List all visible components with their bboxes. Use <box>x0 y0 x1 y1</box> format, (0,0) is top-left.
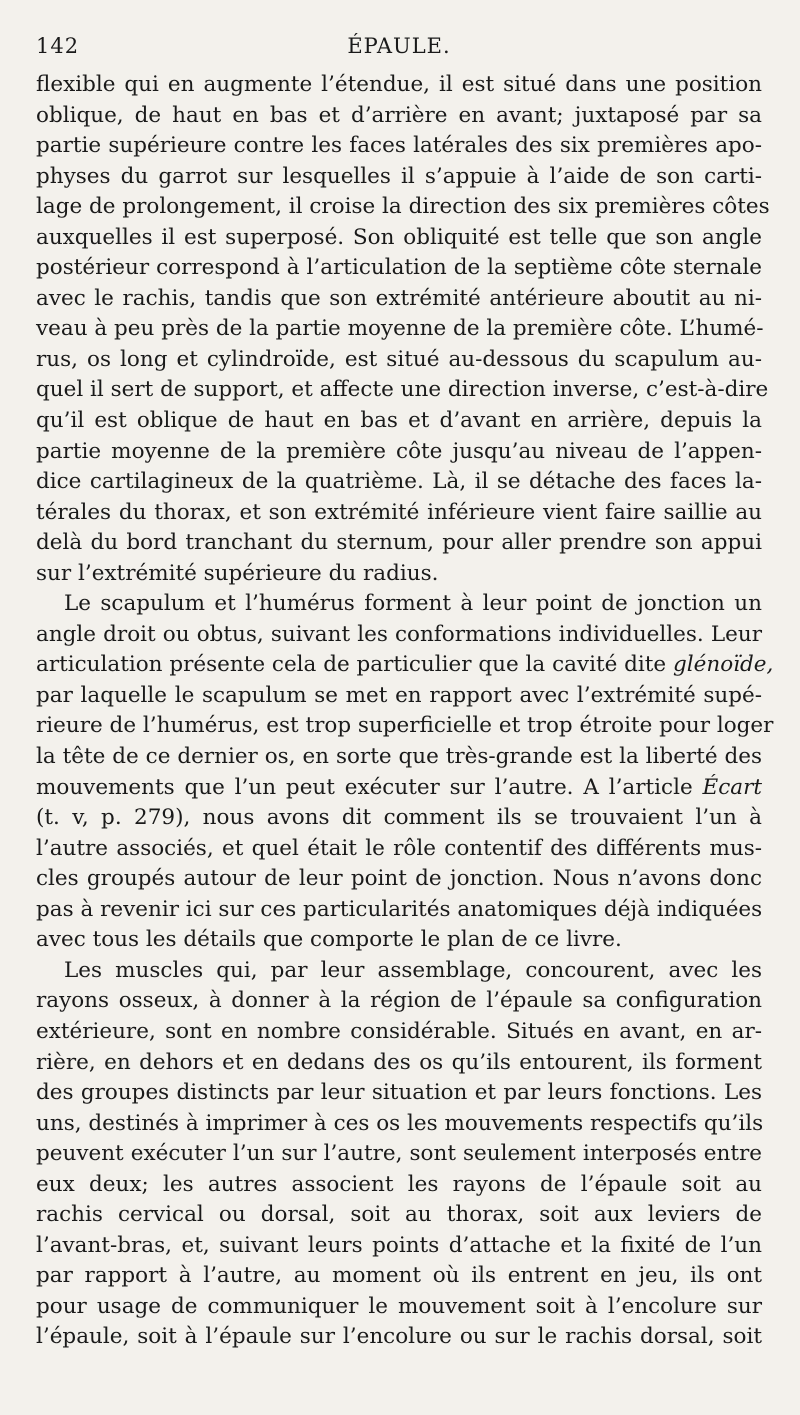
text-line: (t. v, p. 279), nous avons dit comment ils se trouvaient l’un à <box>36 805 762 831</box>
text-run: mouvements que l’un peut exécuter sur l’autre. A l’article <box>36 774 703 800</box>
text-line: dice cartilagineux de la quatrième. Là, il se détache des faces la- <box>36 469 762 495</box>
running-title: ÉPAULE. <box>347 34 451 58</box>
text-line: Les muscles qui, par leur assemblage, concourent, avec les <box>64 957 762 983</box>
text-line: l’autre associés, et quel était le rôle contentif des différents mus- <box>36 835 762 861</box>
text-line: veau à peu près de la partie moyenne de la première côte. L’humé- <box>36 316 764 342</box>
text-line: uns, destinés à imprimer à ces os les mouvements respectifs qu’ils <box>36 1110 764 1136</box>
text-line: eux deux; les autres associent les rayons de l’épaule soit au <box>36 1171 762 1197</box>
paragraph <box>36 956 762 1353</box>
text-line: sur l’extrémité supérieure du radius. <box>36 560 439 586</box>
text-line: avec le rachis, tandis que son extrémité antérieure aboutit au ni- <box>36 285 762 311</box>
body-text <box>36 70 774 1353</box>
text-line: pas à revenir ici sur ces particularités anatomiques déjà indiquées <box>36 896 763 922</box>
text-line: delà du bord tranchant du sternum, pour aller prendre son appui <box>36 530 762 556</box>
text-line: flexible qui en augmente l’étendue, il est situé dans une position <box>36 72 762 97</box>
text-line: avec tous les détails que comporte le plan de ce livre. <box>36 927 622 953</box>
text-line: peuvent exécuter l’un sur l’autre, sont seulement interposés entre <box>36 1141 762 1167</box>
text-line: lage de prolongement, il croise la direction des six premières côtes <box>36 194 770 220</box>
text-line: des groupes distincts par leur situation et par leurs fonctions. Les <box>36 1080 762 1106</box>
page-number: 142 <box>36 34 80 58</box>
text-run: articulation présente cela de particulier que la cavité dite <box>36 652 673 678</box>
paragraph <box>36 70 770 589</box>
text-line: postérieur correspond à l’articulation de la septième côte sternale <box>36 255 762 281</box>
text-line: l’avant-bras, et, suivant leurs points d’attache et la fixité de l’un <box>36 1232 762 1258</box>
text-line: qu’il est oblique de haut en bas et d’avant en arrière, depuis la <box>36 408 762 434</box>
text-line: quel il sert de support, et affecte une direction inverse, c’est-à-dire <box>36 377 769 403</box>
text-line: extérieure, sont en nombre considérable. Situés en avant, en ar- <box>36 1018 762 1044</box>
text-line: pour usage de communiquer le mouvement soit à l’encolure sur <box>36 1293 762 1319</box>
text-line: rayons osseux, à donner à la région de l’épaule sa configuration <box>36 988 762 1014</box>
text-line: angle droit ou obtus, suivant les conformations individuelles. Leur <box>36 621 762 647</box>
text-line: partie supérieure contre les faces latérales des six premières apo- <box>36 133 762 159</box>
text-line: physes du garrot sur lesquelles il s’appuie à l’aide de son carti- <box>36 163 762 189</box>
text-line: oblique, de haut en bas et d’arrière en avant; juxtaposé par sa <box>36 102 762 128</box>
text-line: cles groupés autour de leur point de jonction. Nous n’avons donc <box>36 866 762 892</box>
text-line: par laquelle le scapulum se met en rapport avec l’extrémité supé- <box>36 682 762 708</box>
text-line: rière, en dehors et en dedans des os qu’ils entourent, ils forment <box>36 1049 762 1075</box>
text-line: partie moyenne de la première côte jusqu’au niveau de l’appen- <box>36 438 762 464</box>
text-line: Le scapulum et l’humérus forment à leur point de jonction un <box>64 591 762 617</box>
running-head <box>36 28 762 70</box>
text-line: rus, os long et cylindroïde, est situé au-dessous du scapulum au- <box>36 346 762 372</box>
text-line <box>36 650 774 681</box>
text-line: rieure de l’humérus, est trop superficielle et trop étroite pour loger <box>36 713 774 739</box>
text-line: rachis cervical ou dorsal, soit au thorax, soit aux leviers de <box>36 1202 762 1228</box>
text-line: térales du thorax, et son extrémité inférieure vient faire saillie au <box>36 499 762 525</box>
italic-term: glénoïde, <box>672 652 774 678</box>
text-line: auxquelles il est superposé. Son obliquité est telle que son angle <box>36 224 762 250</box>
text-line <box>36 773 762 804</box>
text-line: par rapport à l’autre, au moment où ils entrent en jeu, ils ont <box>36 1263 762 1289</box>
text-line: l’épaule, soit à l’épaule sur l’encolure ou sur le rachis dorsal, soit <box>36 1324 762 1350</box>
paragraph <box>36 589 774 956</box>
text-line: la tête de ce dernier os, en sorte que très-grande est la liberté des <box>36 744 762 770</box>
italic-term: Écart <box>702 774 762 800</box>
